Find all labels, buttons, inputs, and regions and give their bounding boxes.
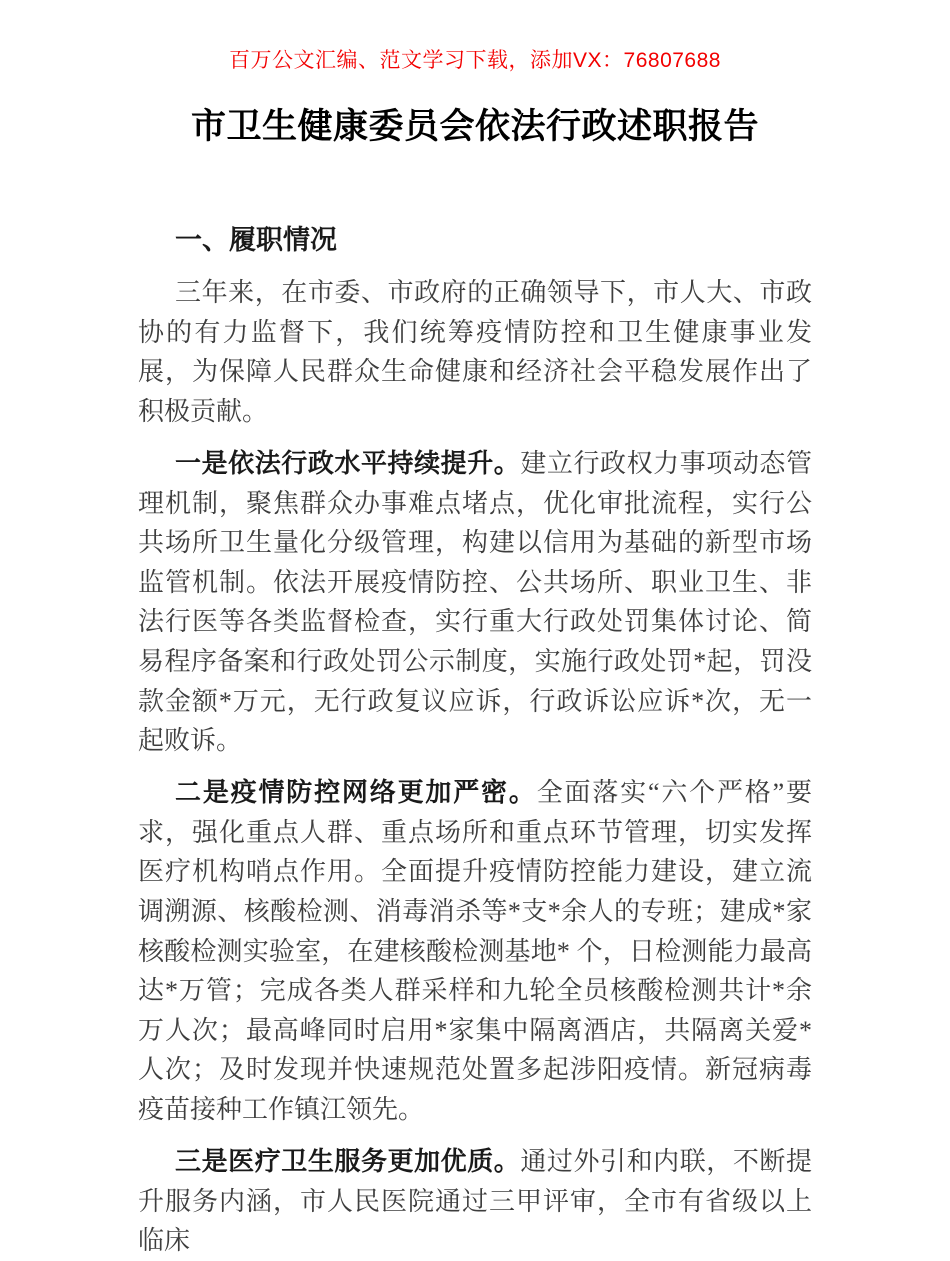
paragraph-4-lead: 三是医疗卫生服务更加优质。 xyxy=(175,1146,521,1177)
header-notice: 百万公文汇编、范文学习下载，添加VX：76807688 xyxy=(229,49,721,72)
paragraph-2-body: 建立行政权力事项动态管理机制，聚焦群众办事难点堵点，优化审批流程，实行公共场所卫生量化分级管理，构建以信用为基础的新型市场监管机制。依法开展疫情防控、公共场所、职业卫生、非法行医等各类监督检查，实行重大行政处罚集体讨论、简易程序备案和行政处罚公示制度，实施行政处罚*起，罚没款金额*万元，无行政复议应诉，行政诉讼应诉*次，无一起败诉。 xyxy=(138,448,812,756)
paragraph-1 xyxy=(138,273,812,431)
paragraph-2 xyxy=(138,444,812,761)
paragraph-3-lead: 二是疫情防控网络更加严密。 xyxy=(175,777,537,808)
section-heading: 一、履职情况 xyxy=(175,225,337,255)
paragraph-2-lead: 一是依法行政水平持续提升。 xyxy=(175,447,521,478)
document-page xyxy=(138,0,812,1261)
paragraph-3 xyxy=(138,773,812,1129)
paragraph-1-body: 三年来，在市委、市政府的正确领导下，市人大、市政协的有力监督下，我们统筹疫情防控和卫生健康事业发展，为保障人民群众生命健康和经济社会平稳发展作出了积极贡献。 xyxy=(138,278,812,426)
document-title: 市卫生健康委员会依法行政述职报告 xyxy=(190,107,759,146)
paragraph-4-body: 通过外引和内联，不断提升服务内涵，市人民医院通过三甲评审，全市有省级以上临床 xyxy=(138,1147,812,1256)
paragraph-3-body: 全面落实“六个严格”要求，强化重点人群、重点场所和重点环节管理，切实发挥医疗机构哨点作用。全面提升疫情防控能力建设，建立流调溯源、核酸检测、消毒消杀等*支*余人的专班；建成*家核酸检测实验室，在建核酸检测基地* 个，日检测能力最高达*万管；完成各类人群采样和九轮全员核酸检测共计*余万人次；最高峰同时启用*家集中隔离酒店，共隔离关爱*人次；及时发现并快速规范处置多起涉阳疫情。新冠病毒疫苗接种工作镇江领先。 xyxy=(138,778,812,1124)
paragraph-4 xyxy=(138,1142,812,1261)
